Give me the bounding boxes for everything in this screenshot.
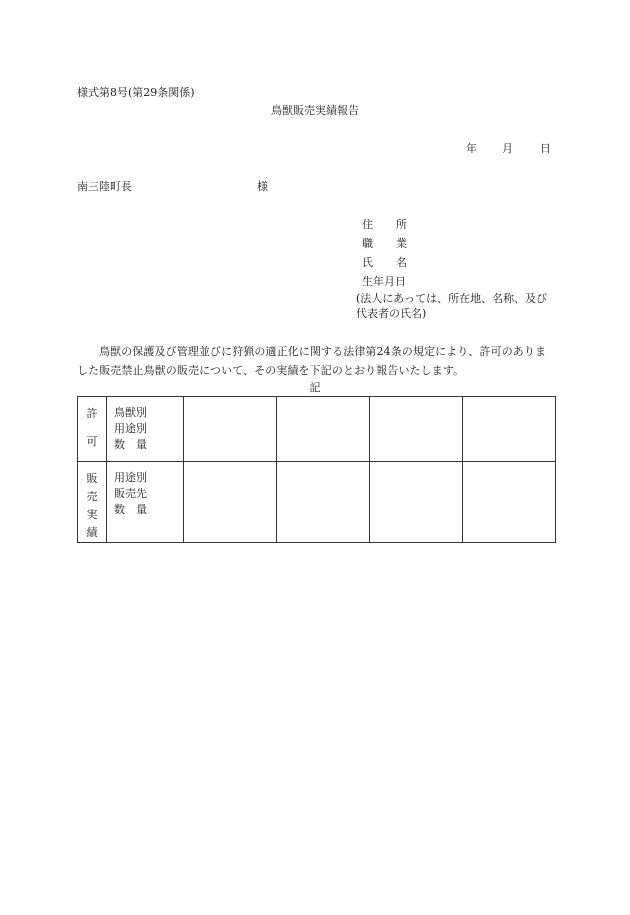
document-title: 鳥獣販売実績報告: [271, 104, 359, 117]
permit-entry-cell[interactable]: [463, 397, 556, 462]
table-row-permit: [78, 397, 556, 462]
permit-entry-cell[interactable]: [184, 397, 277, 462]
form-number: 様式第8号(第29条関係): [77, 86, 195, 99]
addressee-name: 南三陸町長: [77, 180, 132, 193]
sales-record-label-cell: 用途別 販売先 数 量: [107, 462, 184, 543]
applicant-birth-date-label: 生年月日: [362, 275, 406, 288]
applicant-address-label: 住 所: [362, 218, 407, 231]
date-line: [466, 142, 551, 156]
date-year-label: 年: [466, 142, 477, 155]
permit-entry-cell[interactable]: [370, 397, 463, 462]
sales-record-entry-cell[interactable]: [184, 462, 277, 543]
addressee-honorific: 様: [257, 180, 268, 193]
sales-record-entry-cell[interactable]: [277, 462, 370, 543]
sales-record-entry-cell[interactable]: [370, 462, 463, 543]
addressee: [77, 180, 268, 194]
report-body-text: 鳥獣の保護及び管理並びに狩猟の適正化に関する法律第24条の規定により、許可のありました販売禁止鳥獣の販売について、その実績を下記のとおり報告いたします。: [77, 345, 547, 377]
applicant-name-label: 氏 名: [362, 256, 407, 269]
applicant-occupation-label: 職 業: [362, 237, 407, 250]
ki-heading: 記: [309, 381, 321, 394]
permit-header-cell: 許 可: [78, 397, 107, 462]
table-row-sales-record: [78, 462, 556, 543]
date-day-label: 日: [540, 142, 551, 155]
sales-record-entry-cell[interactable]: [463, 462, 556, 543]
sales-record-header-cell: 販 売 実 績: [78, 462, 107, 543]
permit-entry-cell[interactable]: [277, 397, 370, 462]
permit-label-cell: 鳥獣別 用途別 数 量: [107, 397, 184, 462]
date-month-label: 月: [502, 142, 513, 155]
corporate-note: (法人にあっては、所在地、名称、及び代表者の氏名): [356, 292, 548, 320]
record-table: [77, 396, 556, 543]
